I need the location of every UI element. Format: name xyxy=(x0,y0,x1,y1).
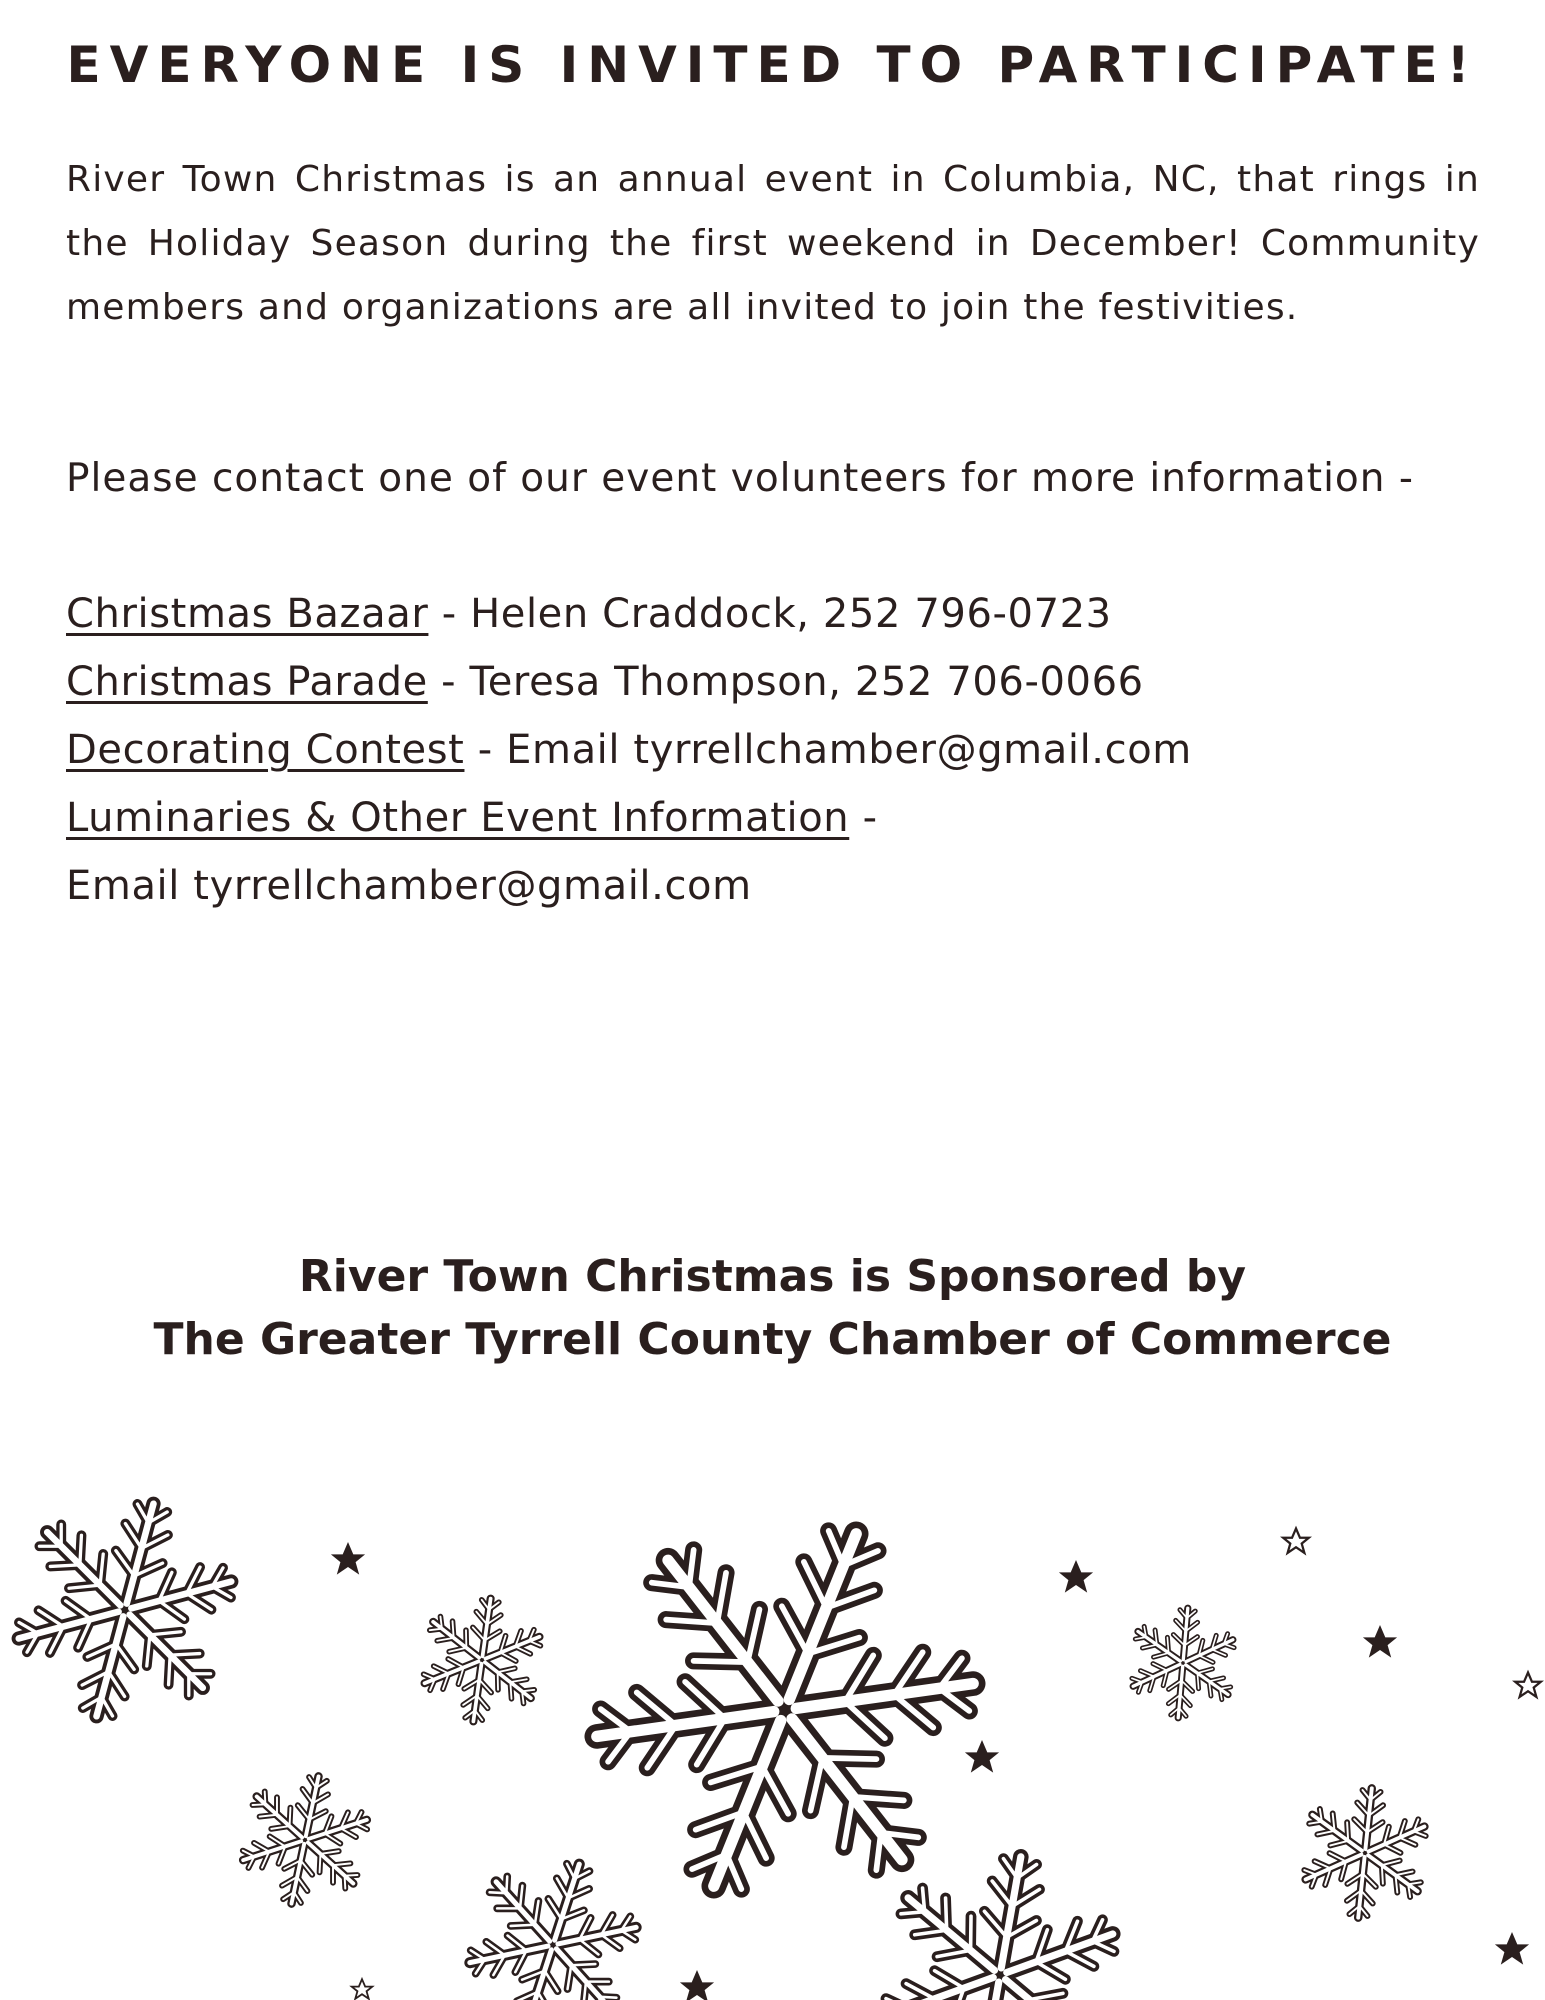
snowflake-icon xyxy=(1125,1604,1242,1723)
snowflake-icon xyxy=(448,1839,658,2000)
contact-bazaar xyxy=(66,580,1480,648)
snowflake-icon xyxy=(413,1590,550,1730)
sponsor-heading xyxy=(0,1245,1545,1371)
contact-detail: - Teresa Thompson, 252 706-0066 xyxy=(427,659,1144,705)
contact-detail: - Email tyrrellchamber@gmail.com xyxy=(464,727,1192,773)
snowflake-icon xyxy=(0,1476,257,1744)
christmas-bazaar-link[interactable]: Christmas Bazaar xyxy=(66,591,429,637)
sponsor-line-1: River Town Christmas is Sponsored by xyxy=(298,1251,1247,1302)
contact-intro: Please contact one of our event volunteers for more information - xyxy=(66,456,1414,501)
star-icon xyxy=(965,1740,999,1773)
contact-email: Email tyrrellchamber@gmail.com xyxy=(66,863,752,909)
snowflake-icon xyxy=(542,1464,1028,1955)
contact-detail: - xyxy=(849,795,878,841)
contact-list xyxy=(66,580,1480,920)
star-icon xyxy=(1283,1529,1309,1553)
contact-decorating xyxy=(66,716,1480,784)
star-icon xyxy=(1059,1560,1093,1593)
star-icon xyxy=(331,1542,365,1575)
page-headline: EVERYONE IS INVITED TO PARTICIPATE! xyxy=(66,36,1479,94)
decorating-contest-link[interactable]: Decorating Contest xyxy=(66,727,465,773)
star-icon xyxy=(1515,1673,1541,1697)
sponsor-line-2: The Greater Tyrrell County Chamber of Commerce xyxy=(153,1314,1392,1365)
contact-detail: - Helen Craddock, 252 796-0723 xyxy=(428,591,1112,637)
star-icon xyxy=(680,1970,714,2000)
contact-parade xyxy=(66,648,1480,716)
contact-luminaries xyxy=(66,784,1480,852)
star-icon xyxy=(1363,1625,1397,1658)
snowflake-icon xyxy=(1295,1782,1435,1925)
intro-paragraph: River Town Christmas is an annual event in Columbia, NC, that rings in the Holiday Season during the first weekend in December! Community members and organizations are all invited to join the festivities. xyxy=(66,159,1480,328)
snowflake-icon xyxy=(229,1763,380,1917)
christmas-parade-link[interactable]: Christmas Parade xyxy=(66,659,428,705)
star-icon xyxy=(1495,1932,1529,1965)
star-icon xyxy=(352,1979,373,1999)
snowflake-decoration xyxy=(0,1460,1545,2000)
luminaries-info-link[interactable]: Luminaries & Other Event Information xyxy=(66,795,850,841)
